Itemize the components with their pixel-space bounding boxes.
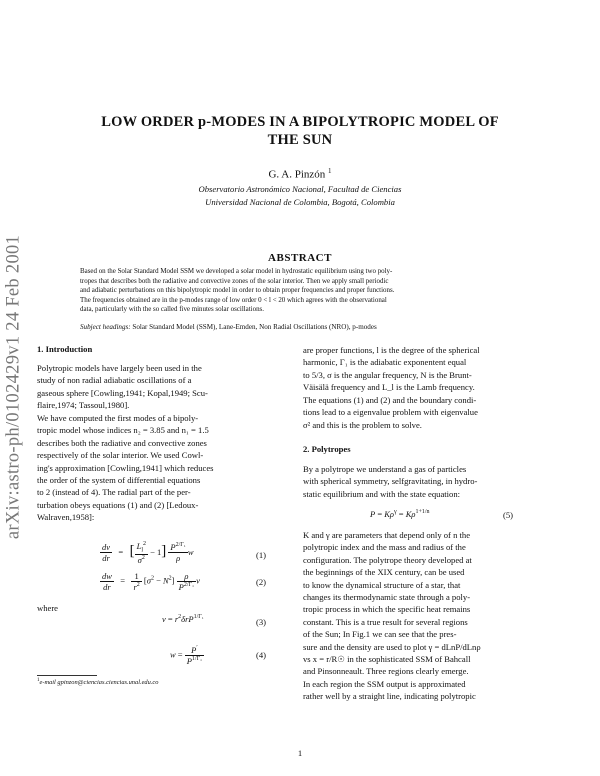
text-line: and Pinsonneault. Three regions clearly emerge. [303, 666, 469, 677]
text-line: vs x = r/R☉ in the sophisticated SSM of Bahcall [303, 654, 471, 665]
equation-1: $\frac{dv}{dr}$ = [ $\frac{L_l^2}{\sigma^2}$ − 1] $\frac{P^{2/\Gamma_1}}{\rho}$ w [102, 541, 194, 565]
equation-1-number: (1) [256, 550, 267, 560]
author [0, 167, 600, 181]
text-line: Walraven,1958]: [37, 512, 95, 523]
affiliation-1: Observatorio Astronómico Nacional, Facultad de Ciencias [198, 184, 402, 194]
title-line-1: LOW ORDER p-MODES IN A BIPOLYTROPIC MODEL OF [101, 114, 499, 130]
text-line: tropic process in which the specific heat remains [303, 604, 471, 615]
text-line: with spherical symmetry, selfgravitating, in hydro- [303, 476, 478, 487]
right-paragraph-4 [303, 529, 517, 703]
text-line: The equations (1) and (2) and the boundary condi- [303, 395, 477, 405]
text-line: changes its thermodynamic state through a poly- [303, 592, 471, 603]
text-line: Väisälä frequency and L_l is the Lamb frequency. [303, 382, 475, 393]
text-line: σ² and this is the problem to solve. [303, 419, 422, 430]
text-line: gaseous sphere [Cowling,1941; Kopal,1949; Scu- [37, 387, 208, 398]
text-line: polytropic index and the mass and radius of the [303, 542, 466, 553]
footnote [37, 678, 158, 686]
text-line: ing's approximation [Cowling,1941] which reduces [37, 462, 214, 473]
equation-4-number: (4) [256, 650, 267, 660]
equation-5-number: (5) [503, 510, 514, 520]
text-line: study of non radial adiabatic oscillations of a [37, 375, 192, 386]
footnote-rule [37, 675, 97, 676]
text-line: harmonic, Γ₁ is the adiabatic exponentent equal [303, 357, 467, 368]
affiliation-2: Universidad Nacional de Colombia, Bogotá, Colombia [205, 197, 395, 207]
equation-5: $P = K\rho^\gamma = K\rho^{1+1/n}$ [370, 509, 430, 519]
text-line: flaire,1974; Tassoul,1980]. [37, 400, 130, 411]
equation-3: $v = r^2\delta rP^{1/\Gamma_1}$ [162, 614, 204, 624]
text-line: configuration. The polytrope theory developed at [303, 554, 472, 565]
text-line: the order of the system of differential equations [37, 475, 201, 486]
abstract [80, 267, 522, 315]
abstract-line: Based on the Solar Standard Model SSM we developed a solar model in hydrostatic equilibrium using two poly- [80, 267, 393, 275]
text-line: respectively of the solar interior. We used Cowl- [37, 450, 204, 461]
right-paragraph-2 [303, 394, 517, 431]
abstract-line: and adiabatic perturbations on this bipolytropic model in order to obtain proper frequencies and proper functions. [80, 286, 395, 295]
text-line: We have computed the first modes of a bipoly- [37, 413, 199, 423]
text-line: to know the dynamical structure of a star, that [303, 579, 461, 590]
text-line: describes both the radiative and convective zones [37, 437, 207, 448]
equation-2: $\frac{dw}{dr}$ = $\frac{1}{r^2}$ $[\sigma^2 - N^2]$ $\frac{\rho}{P^{2/\Gamma_1}}$ v [102, 571, 200, 592]
equation-3-number: (3) [256, 617, 267, 627]
equation-2-number: (2) [256, 577, 267, 587]
text-line: Polytropic models have largely been used in the [37, 363, 202, 373]
author-footmark: 1 [328, 167, 332, 175]
text-line: tions lead to a eigenvalue problem with eigenvalue [303, 407, 478, 418]
right-paragraph-1 [303, 344, 517, 394]
abstract-heading: ABSTRACT [268, 252, 332, 264]
text-line: the beginnings of the XIX century, can be used [303, 567, 465, 578]
keywords-label: Subject headings: [80, 323, 131, 331]
text-line: constant. This is a true result for several regions [303, 616, 468, 627]
text-line: of the Sun; In Fig.1 we can see that the pres- [303, 629, 457, 640]
paper-title [60, 113, 540, 149]
arxiv-id: arXiv:astro-ph/0102429v1 24 Feb 2001 [3, 234, 24, 540]
subject-headings [80, 323, 525, 331]
text-line: In each region the SSM output is approximated [303, 678, 466, 689]
text-line: static equilibrium and with the state equation: [303, 488, 461, 499]
text-line: K and γ are parameters that depend only of n the [303, 530, 471, 540]
abstract-line: tropes that describes both the radiative and convective zones of the solar interior. Then we apply small periodic [80, 276, 389, 285]
left-paragraph-2 [37, 412, 269, 524]
text-line: tropic model whose indices n₂ = 3.85 and n₁ = 1.5 [37, 425, 209, 436]
footnote-mark: 1 [37, 678, 40, 683]
page-number: 1 [297, 748, 303, 758]
text-line: sure and the density are used to plot γ = dLnP/dLnρ [303, 641, 481, 652]
text-line: turbation obeys equations (1) and (2) [Ledoux- [37, 499, 199, 510]
where-label: where [37, 603, 58, 613]
equation-4: w = $\frac{P'}{P^{1/\Gamma_1}}$ [170, 645, 203, 666]
keywords-text: Solar Standard Model (SSM), Lane-Emden, Non Radial Oscillations (NRO), p-modes [132, 323, 377, 331]
abstract-line: The frequencies obtained are in the p-modes range of low order 0 < l < 20 which agrees with the observational [80, 295, 387, 304]
text-line: are proper functions, l is the degree of the spherical [303, 345, 480, 355]
section-1-heading: 1. Introduction [37, 344, 93, 354]
right-paragraph-3 [303, 463, 517, 500]
text-line: By a polytrope we understand a gas of particles [303, 464, 467, 474]
section-2-heading: 2. Polytropes [303, 444, 351, 454]
text-line: rather well by a straight line, indicating polytropic [303, 691, 476, 702]
footnote-text: e-mail gpinzon@ciencias.ciencias.unal.edu.co [39, 679, 159, 687]
left-paragraph-1 [37, 362, 269, 412]
abstract-line: data, particularly with the so called five minutes solar oscillations. [80, 305, 264, 314]
author-name: G. A. Pinzón [268, 168, 326, 181]
text-line: to 2 (instead of 4). The radial part of the per- [37, 487, 191, 498]
title-line-2: THE SUN [267, 132, 333, 148]
text-line: to 5/3, σ is the angular frequency, N is the Brunt- [303, 369, 472, 380]
